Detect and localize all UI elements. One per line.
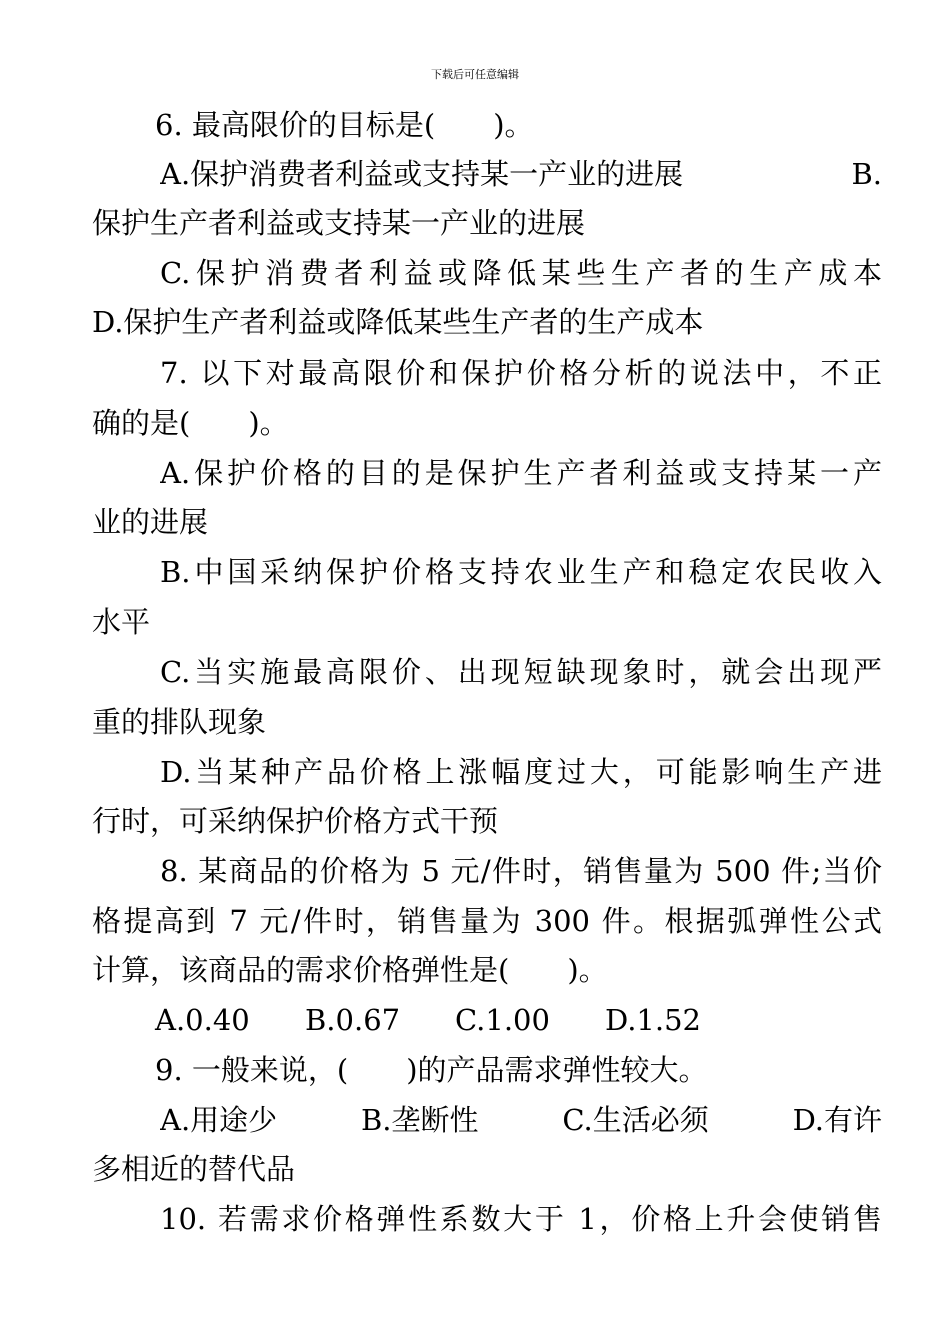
question-7-line1: 7. 以下对最高限价和保护价格分析的说法中，不正 [160, 356, 882, 390]
q6-option-a: A.保护消费者利益或支持某一产业的进展 [160, 157, 684, 191]
question-9: 9. 一般来说，( )的产品需求弹性较大。 [155, 1053, 708, 1087]
question-7-line2: 确的是( )。 [92, 406, 289, 440]
q7-option-c-line1: C.当实施最高限价、出现短缺现象时，就会出现严 [160, 655, 882, 689]
q7-option-b-line1: B.中国采纳保护价格支持农业生产和稳定农民收入 [160, 555, 882, 589]
q8-option-d: D.1.52 [605, 1003, 702, 1037]
question-8-line3: 计算，该商品的需求价格弹性是( )。 [92, 953, 608, 987]
q7-option-d-line2: 行时，可采纳保护价格方式干预 [92, 804, 499, 838]
q6-option-b-label: B. [851, 157, 882, 191]
question-6: 6. 最高限价的目标是( )。 [155, 108, 534, 142]
q6-option-d: D.保护生产者利益或降低某些生产者的生产成本 [92, 305, 704, 339]
q7-option-c-line2: 重的排队现象 [92, 705, 267, 739]
q9-option-d: D.有许 [792, 1103, 882, 1137]
page-header: 下载后可任意编辑 [431, 68, 519, 81]
question-10-line1: 10. 若需求价格弹性系数大于 1，价格上升会使销售 [160, 1202, 882, 1236]
q7-option-a-line2: 业的进展 [92, 505, 209, 539]
q8-option-b: B.0.67 [305, 1003, 401, 1037]
q8-option-a: A.0.40 [155, 1003, 250, 1037]
q9-option-b: B.垄断性 [361, 1103, 479, 1137]
q6-option-ab [160, 152, 882, 196]
q9-option-d-line2: 多相近的替代品 [92, 1152, 296, 1186]
q7-option-b-line2: 水平 [92, 605, 151, 639]
q6-option-b: 保护生产者利益或支持某一产业的进展 [92, 206, 586, 240]
q8-option-c: C.1.00 [455, 1003, 550, 1037]
question-8-line2: 格提高到 7 元/件时，销售量为 300 件。根据弧弹性公式 [92, 904, 882, 938]
q8-options [155, 998, 702, 1042]
q6-option-c: C.保护消费者利益或降低某些生产者的生产成本 [160, 256, 882, 290]
q7-option-d-line1: D.当某种产品价格上涨幅度过大，可能影响生产进 [160, 755, 882, 789]
q9-option-c: C.生活必须 [562, 1103, 709, 1137]
q7-option-a-line1: A.保护价格的目的是保护生产者利益或支持某一产 [160, 456, 882, 490]
q9-options [160, 1098, 882, 1142]
question-8-line1: 8. 某商品的价格为 5 元/件时，销售量为 500 件;当价 [160, 854, 882, 888]
q9-option-a: A.用途少 [160, 1103, 278, 1137]
